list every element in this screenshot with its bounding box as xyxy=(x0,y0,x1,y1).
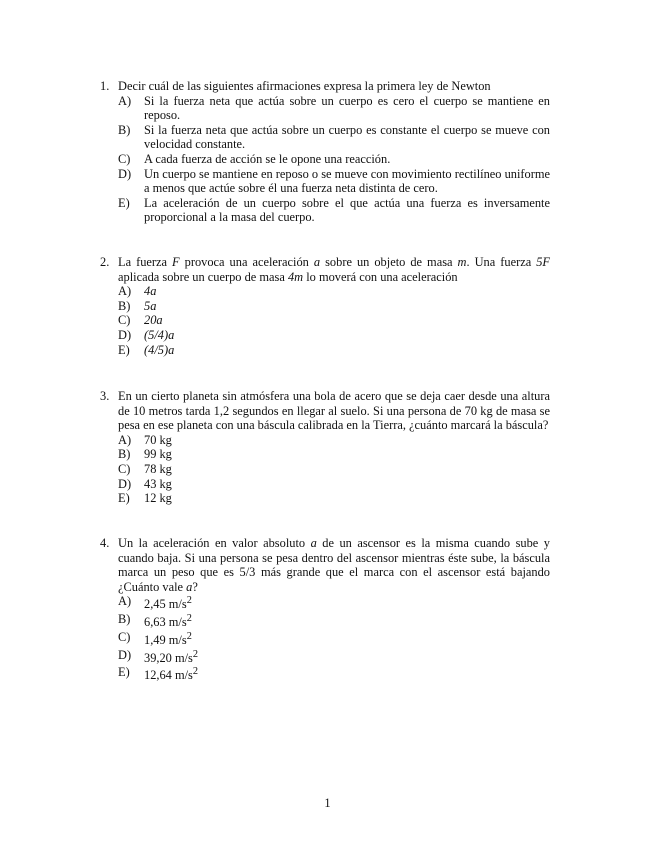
option-letter: C) xyxy=(118,151,131,166)
option-text: 39,20 $m/s^2$ xyxy=(144,648,199,665)
option-d xyxy=(118,477,550,492)
option-letter: D) xyxy=(118,647,132,662)
option-e xyxy=(118,343,550,358)
option-letter: C) xyxy=(118,629,131,644)
option-text: 70 kg xyxy=(144,432,172,447)
option-text: 2,45 $m/s^2$ xyxy=(144,595,192,612)
option-text: (5/4)a xyxy=(144,327,175,342)
question-3 xyxy=(100,389,550,506)
option-text: 1,49 $m/s^2$ xyxy=(144,630,192,647)
option-e xyxy=(118,491,550,506)
option-text: A cada fuerza de acción se le opone una reacción. xyxy=(144,151,391,166)
question-stem: La fuerza F provoca una aceleración a sobre un objeto de masa m. Una fuerza 5F aplicada sobre un cuerpo de masa 4m lo moverá con una aceleración xyxy=(118,255,550,284)
option-text: 20a xyxy=(144,313,163,328)
option-text: Un cuerpo se mantiene en reposo o se mueve con movimiento rectilíneo uniforme a menos que actúe sobre él una fuerza neta distinta de cero. xyxy=(144,166,551,196)
question-number: 1. xyxy=(100,79,110,93)
option-b xyxy=(118,612,550,630)
option-c xyxy=(118,462,550,477)
option-b xyxy=(118,123,550,152)
option-b xyxy=(118,447,550,462)
option-letter: D) xyxy=(118,327,132,342)
option-text: La aceleración de un cuerpo sobre el que actúa una fuerza es inversamente proporcional a la masa del cuerpo. xyxy=(144,195,550,225)
option-a xyxy=(118,594,550,612)
question-2 xyxy=(100,255,550,357)
option-c xyxy=(118,313,550,328)
option-a xyxy=(118,94,550,123)
option-b xyxy=(118,299,550,314)
option-letter: C) xyxy=(118,461,131,476)
question-1 xyxy=(100,79,550,225)
option-text: 12,64 $m/s^2$ xyxy=(144,666,199,683)
option-letter: B) xyxy=(118,612,131,627)
option-d xyxy=(118,328,550,343)
option-letter: D) xyxy=(118,476,132,491)
option-letter: E) xyxy=(118,195,130,210)
option-letter: B) xyxy=(118,298,131,313)
option-text: 4a xyxy=(144,284,157,299)
options-list xyxy=(118,594,550,683)
question-4 xyxy=(100,536,550,683)
option-letter: B) xyxy=(118,447,131,462)
option-letter: A) xyxy=(118,594,132,609)
options-list xyxy=(118,433,550,506)
option-text: (4/5)a xyxy=(144,342,175,357)
option-text: 78 kg xyxy=(144,461,172,476)
option-letter: B) xyxy=(118,122,131,137)
option-letter: D) xyxy=(118,166,132,181)
question-stem: En un cierto planeta sin atmósfera una bola de acero que se deja caer desde una altura de 10 metros tarda 1,2 segundos en llegar al suelo. Si una persona de 70 kg de masa se pesa en ese planeta con una báscula calibrada en la Tierra, ¿cuánto marcará la báscula? xyxy=(118,389,550,433)
options-list xyxy=(118,94,550,225)
option-e xyxy=(118,196,550,225)
option-c xyxy=(118,152,550,167)
question-number: 4. xyxy=(100,536,110,550)
option-letter: A) xyxy=(118,284,132,299)
option-text: 6,63 $m/s^2$ xyxy=(144,613,192,630)
option-text: 43 kg xyxy=(144,476,172,491)
option-text: Si la fuerza neta que actúa sobre un cuerpo es cero el cuerpo se mantiene en reposo. xyxy=(144,93,550,123)
option-d xyxy=(118,167,550,196)
option-d xyxy=(118,648,550,666)
option-letter: A) xyxy=(118,432,132,447)
question-stem: Un la aceleración en valor absoluto a de un ascensor es la misma cuando sube y cuando baja. Si una persona se pesa dentro del ascensor mientras éste sube, la báscula marca un peso que es 5/3 más grande que el marca con el ascensor está bajando ¿Cuánto vale a? xyxy=(118,536,550,594)
option-letter: C) xyxy=(118,313,131,328)
option-text: 12 kg xyxy=(144,491,172,506)
option-text: 99 kg xyxy=(144,447,172,462)
option-letter: A) xyxy=(118,93,132,108)
question-stem: Decir cuál de las siguientes afirmaciones expresa la primera ley de Newton xyxy=(118,79,491,93)
question-number: 2. xyxy=(100,255,110,269)
option-letter: E) xyxy=(118,665,130,680)
option-e xyxy=(118,665,550,683)
option-c xyxy=(118,630,550,648)
page-number: 1 xyxy=(324,796,331,810)
option-a xyxy=(118,433,550,448)
option-a xyxy=(118,284,550,299)
question-number: 3. xyxy=(100,389,110,403)
options-list xyxy=(118,284,550,357)
option-letter: E) xyxy=(118,491,130,506)
option-text: Si la fuerza neta que actúa sobre un cuerpo es constante el cuerpo se mueve con velocidad constante. xyxy=(144,122,550,152)
option-letter: E) xyxy=(118,342,130,357)
option-text: 5a xyxy=(144,298,157,313)
